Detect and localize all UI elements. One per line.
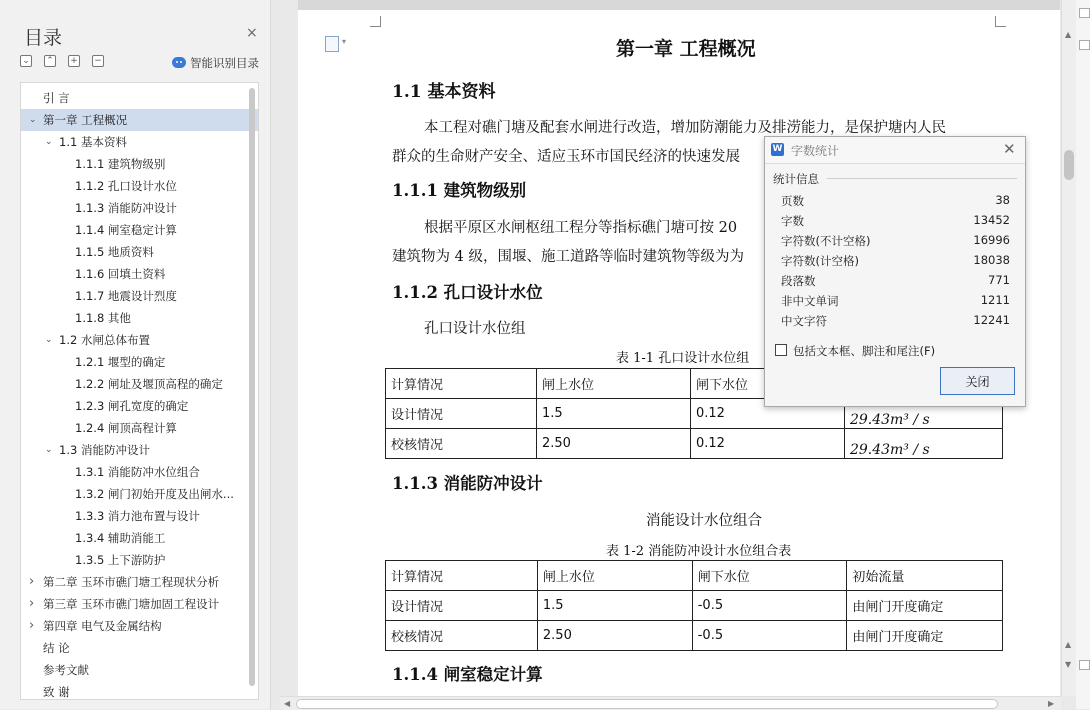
toc-item-label: 1.2.3 闸孔宽度的确定 — [75, 399, 189, 413]
toc-item-label: 1.3.5 上下游防护 — [75, 553, 166, 567]
table-cell: 1.5 — [536, 399, 690, 429]
stat-value: 771 — [988, 273, 1010, 287]
table-cell: 设计情况 — [386, 591, 538, 621]
include-textbox-label[interactable]: 包括文本框、脚注和尾注(F) — [793, 344, 936, 358]
subsection-heading: 1.1.1 建筑物级别 — [392, 181, 527, 200]
table-caption: 表 1-1 孔口设计水位组 — [616, 351, 750, 366]
section-heading: 1.1 基本资料 — [392, 82, 496, 102]
chapter-title: 第一章 工程概况 — [616, 38, 756, 60]
toc-item[interactable] — [75, 263, 165, 285]
stat-row — [781, 193, 1010, 213]
toc-item-label: 致 谢 — [43, 685, 70, 699]
table-caption: 表 1-2 消能防冲设计水位组合表 — [606, 544, 792, 559]
toc-item-label: 1.1.8 其他 — [75, 311, 131, 325]
table-cell: 2.50 — [537, 621, 692, 651]
chevron-right-icon[interactable]: › — [29, 574, 35, 589]
stat-value: 12241 — [973, 313, 1010, 327]
table-1-2 — [385, 560, 1003, 651]
toc-title: 目录 — [24, 27, 63, 49]
toc-item[interactable] — [43, 659, 89, 681]
table-cell: 29.43m³ / s — [844, 399, 1002, 429]
close-button[interactable]: 关闭 — [940, 367, 1015, 395]
chevron-right-icon[interactable]: › — [29, 596, 35, 611]
scroll-left-icon[interactable]: ◀ — [284, 699, 291, 708]
robot-icon — [172, 57, 186, 68]
side-panel-icon[interactable] — [1079, 8, 1090, 18]
toc-item-label: 1.1.3 消能防冲设计 — [75, 201, 177, 215]
table-cell: 29.43m³ / s — [844, 429, 1002, 459]
stat-row — [781, 253, 1010, 273]
document-menu-icon[interactable] — [325, 36, 339, 52]
toc-item[interactable] — [75, 307, 131, 329]
toc-item-label: 1.1.1 建筑物级别 — [75, 157, 166, 171]
toc-item-label: 1.1.7 地震设计烈度 — [75, 289, 177, 303]
table-cell: -0.5 — [692, 591, 847, 621]
prev-page-icon[interactable]: ▲ — [1065, 640, 1072, 649]
toc-item[interactable] — [75, 373, 223, 395]
horizontal-scroll-thumb[interactable] — [296, 699, 998, 709]
dialog-titlebar[interactable] — [765, 137, 1025, 164]
table-cell: 闸上水位 — [536, 369, 690, 399]
toc-item-label: 1.2.1 堰型的确定 — [75, 355, 166, 369]
paragraph: 建筑物为 4 级，围堰、施工道路等临时建筑物等级为为 — [392, 249, 744, 265]
stat-value: 38 — [995, 193, 1010, 207]
toc-item-label: 第一章 工程概况 — [43, 113, 128, 127]
stats-group-label: 统计信息 — [773, 172, 819, 186]
toc-item[interactable] — [45, 439, 150, 461]
table-row — [386, 591, 1003, 621]
toc-item-label: 1.1.2 孔口设计水位 — [75, 179, 177, 193]
toc-item[interactable] — [75, 175, 177, 197]
smart-toc-button[interactable] — [172, 55, 259, 71]
chevron-down-icon[interactable]: ⌄ — [45, 335, 53, 345]
toc-item[interactable] — [75, 153, 165, 175]
expand-icon[interactable]: + — [68, 55, 80, 67]
side-panel-icon[interactable] — [1079, 40, 1090, 50]
table-cell: 0.12 — [690, 399, 844, 429]
stat-label: 页数 — [781, 194, 804, 208]
wps-icon: W — [772, 144, 783, 154]
toc-item-label: 1.1 基本资料 — [59, 135, 127, 149]
stat-label: 非中文单词 — [781, 294, 839, 308]
toc-item[interactable] — [75, 527, 165, 549]
margin-corner — [995, 16, 1006, 27]
scroll-thumb[interactable] — [1064, 150, 1074, 180]
toc-item-label: 1.3 消能防冲设计 — [59, 443, 150, 457]
side-panel-icon[interactable] — [1079, 660, 1090, 670]
table-cell: 由闸门开度确定 — [847, 621, 1003, 651]
stat-label: 字符数(不计空格) — [781, 234, 871, 248]
toc-item[interactable] — [21, 109, 259, 131]
table-cell: 1.5 — [537, 591, 692, 621]
toc-item[interactable] — [43, 637, 70, 659]
toc-item-label: 1.3.3 消力池布置与设计 — [75, 509, 200, 523]
toc-item[interactable] — [43, 87, 70, 109]
toc-item[interactable] — [29, 571, 220, 593]
paragraph: 群众的生命财产安全、适应玉环市国民经济的快速发展 — [392, 149, 740, 165]
toc-item[interactable] — [75, 241, 154, 263]
toc-item-label: 1.2.2 闸址及堰顶高程的确定 — [75, 377, 223, 391]
table-cell: 2.50 — [536, 429, 690, 459]
subsection-heading: 1.1.2 孔口设计水位 — [392, 283, 543, 302]
toc-item-label: 第四章 电气及金属结构 — [43, 619, 162, 633]
paragraph: 消能设计水位组合 — [646, 513, 762, 529]
table-row — [386, 621, 1003, 651]
chevron-down-icon[interactable]: ⌄ — [45, 445, 53, 455]
toc-item-label: 引 言 — [43, 91, 70, 105]
chevron-down-icon[interactable]: ⌄ — [29, 115, 37, 125]
stat-label: 字数 — [781, 214, 804, 228]
toc-item[interactable] — [43, 681, 70, 700]
stat-value: 13452 — [973, 213, 1010, 227]
chevron-down-icon[interactable]: ⌄ — [45, 137, 53, 147]
top-ruler — [298, 0, 1060, 10]
toc-item-label: 第二章 玉环市礁门塘工程现状分析 — [43, 575, 220, 589]
collapse-all-icon[interactable]: ⌄ — [20, 55, 32, 67]
toc-list — [20, 82, 259, 700]
stat-row — [781, 213, 1010, 233]
stat-row — [781, 313, 1010, 333]
table-cell: 初始流量 — [847, 561, 1003, 591]
table-cell: 闸上水位 — [537, 561, 692, 591]
toc-item-label: 1.2 水闸总体布置 — [59, 333, 150, 347]
toc-item[interactable] — [29, 593, 220, 615]
right-side-panel — [1076, 0, 1090, 709]
toc-item[interactable] — [29, 615, 162, 637]
subsection-heading: 1.1.4 闸室稳定计算 — [392, 665, 543, 684]
toc-item[interactable] — [45, 329, 150, 351]
toc-item[interactable] — [45, 131, 127, 153]
paragraph: 本工程对礁门塘及配套水闸进行改造，增加防潮能力及排涝能力，是保护塘内人民 — [424, 120, 946, 136]
table-cell: 设计情况 — [386, 399, 537, 429]
table-row — [386, 429, 1003, 459]
table-cell: 计算情况 — [386, 561, 538, 591]
collapse-up-icon[interactable]: ⌃ — [44, 55, 56, 67]
stat-value: 18038 — [973, 253, 1010, 267]
toc-item-label: 1.3.1 消能防冲水位组合 — [75, 465, 200, 479]
table-cell: 0.12 — [690, 429, 844, 459]
stat-value: 16996 — [973, 233, 1010, 247]
scroll-right-icon[interactable]: ▶ — [1048, 699, 1055, 708]
toc-item[interactable] — [75, 351, 165, 373]
margin-corner — [370, 16, 381, 27]
chevron-right-icon[interactable]: › — [29, 618, 35, 633]
toc-item-label: 1.1.6 回填土资料 — [75, 267, 166, 281]
vertical-scrollbar[interactable] — [1061, 0, 1076, 696]
table-cell: -0.5 — [692, 621, 847, 651]
dialog-title: 字数统计 — [791, 144, 840, 158]
toc-item[interactable] — [75, 549, 165, 571]
group-divider — [827, 178, 1017, 179]
table-cell: 由闸门开度确定 — [847, 591, 1003, 621]
stat-value: 1211 — [980, 293, 1010, 307]
table-cell: 闸下水位 — [692, 561, 847, 591]
toc-item-label: 1.1.4 闸室稳定计算 — [75, 223, 177, 237]
include-textbox-checkbox[interactable] — [775, 344, 787, 356]
table-cell: 校核情况 — [386, 621, 538, 651]
toc-item-label: 参考文献 — [43, 663, 89, 677]
toc-item[interactable] — [75, 483, 234, 505]
toc-scrollbar[interactable] — [249, 88, 255, 686]
toc-item-label: 第三章 玉环市礁门塘加固工程设计 — [43, 597, 220, 611]
paragraph: 根据平原区水闸枢纽工程分等指标礁门塘可按 20 — [424, 220, 738, 236]
toc-item[interactable] — [75, 395, 188, 417]
table-cell: 校核情况 — [386, 429, 537, 459]
toc-item-label: 1.1.5 地质资料 — [75, 245, 154, 259]
paragraph: 孔口设计水位组 — [424, 321, 526, 337]
close-icon[interactable]: × — [246, 25, 258, 41]
stat-row — [781, 273, 1010, 293]
toc-item[interactable] — [75, 505, 200, 527]
toc-item[interactable] — [75, 219, 177, 241]
table-cell: 计算情况 — [386, 369, 537, 399]
smart-toc-label: 智能识别目录 — [190, 56, 259, 70]
stat-label: 段落数 — [781, 274, 816, 288]
toc-item-label: 1.3.4 辅助消能工 — [75, 531, 166, 545]
stat-row — [781, 233, 1010, 253]
toc-item[interactable] — [75, 285, 177, 307]
next-page-icon[interactable]: ▼ — [1065, 660, 1072, 669]
toc-item[interactable] — [75, 197, 177, 219]
dialog-close-icon[interactable]: ✕ — [1003, 140, 1016, 158]
toc-item[interactable] — [75, 417, 177, 439]
toc-item-label: 结 论 — [43, 641, 70, 655]
toc-item-label: 1.2.4 闸顶高程计算 — [75, 421, 177, 435]
stat-row — [781, 293, 1010, 313]
toc-pane — [0, 0, 271, 709]
horizontal-scrollbar[interactable] — [280, 696, 1061, 710]
toc-item-label: 1.3.2 闸门初始开度及出闸水... — [75, 487, 234, 501]
stat-label: 字符数(计空格) — [781, 254, 859, 268]
toc-item[interactable] — [75, 461, 200, 483]
stat-label: 中文字符 — [781, 314, 827, 328]
subsection-heading: 1.1.3 消能防冲设计 — [392, 474, 543, 493]
word-count-dialog — [764, 136, 1026, 407]
scroll-up-icon[interactable]: ▲ — [1065, 30, 1072, 39]
table-cell: 闸下水位 — [690, 369, 844, 399]
table-row — [386, 561, 1003, 591]
minus-icon[interactable]: − — [92, 55, 104, 67]
